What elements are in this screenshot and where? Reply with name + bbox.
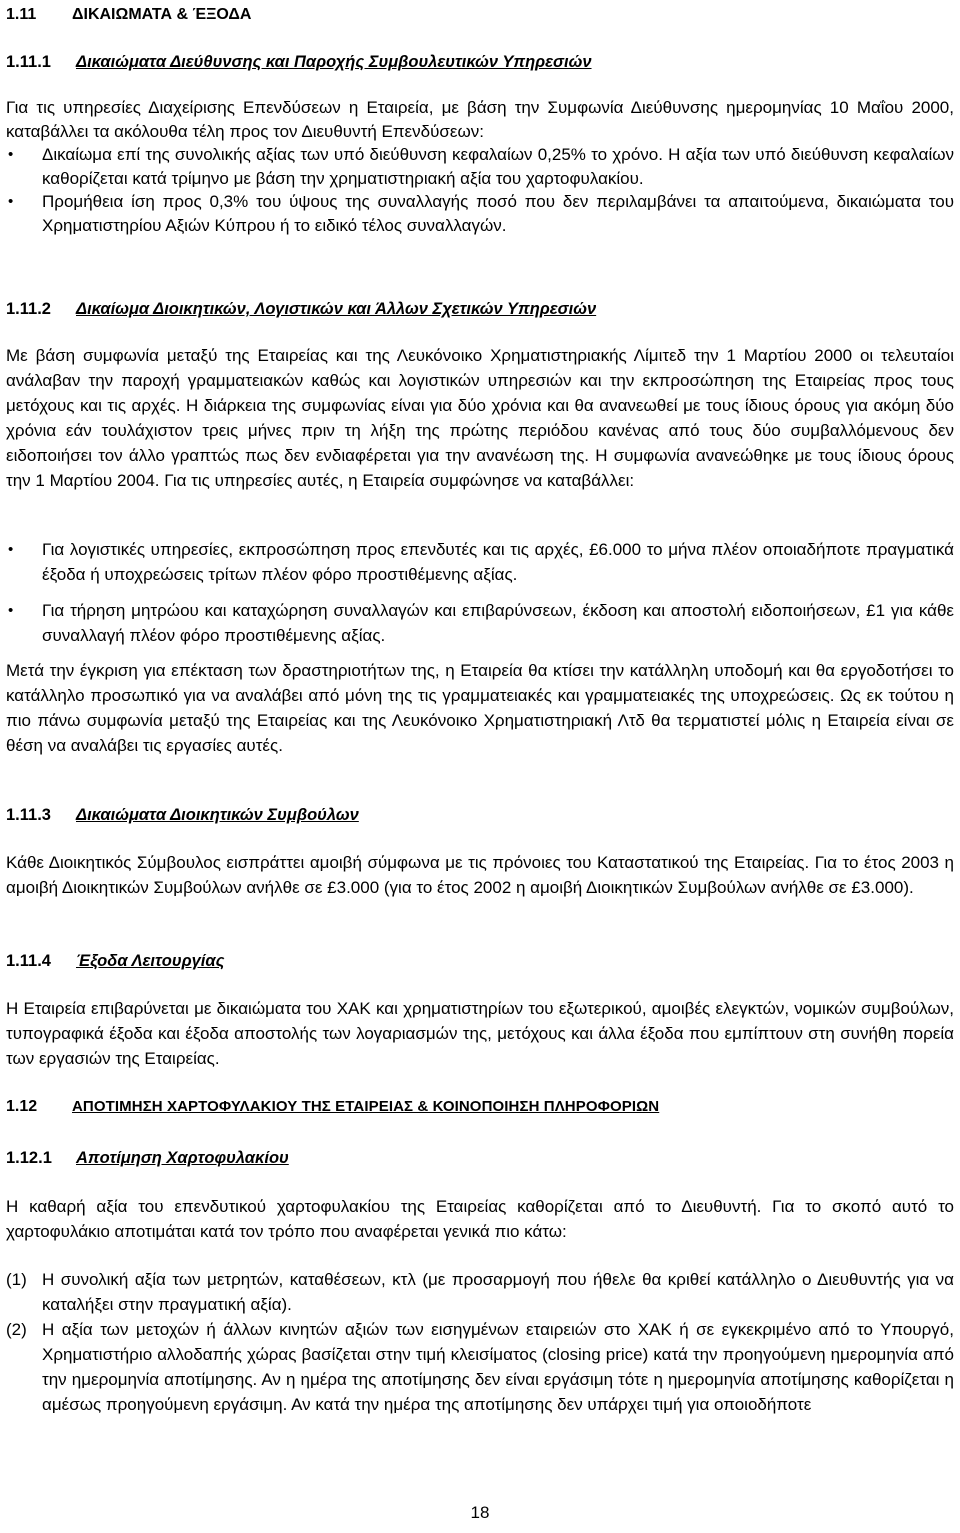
subsection-heading-1-11-2	[6, 299, 596, 319]
list-marker: (1)	[6, 1270, 27, 1289]
paragraph: Κάθε Διοικητικός Σύμβουλος εισπράττει αμοιβή σύμφωνα με τις πρόνοιες του Καταστατικού της Εταιρείας. Για το έτος 2003 η αμοιβή Διοικητικών Συμβούλων ανήλθε σε £3.000 (για το έτος 2002 η αμοιβή Διοικητικών Συμβούλων ανήλθε σε £3.000).	[6, 853, 954, 897]
list-item: • Δικαίωμα επί της συνολικής αξίας των υπό διεύθυνση κεφαλαίων 0,25% το χρόνο. Η αξία των υπό διεύθυνση κεφαλαίων καθορίζεται κατά τρίμηνο με βάση την χρηματιστηριακή αξία του χαρτοφυλακίου.	[6, 143, 954, 190]
subsection-number: 1.11.4	[6, 952, 51, 970]
subsection-title: Δικαίωμα Διοικητικών, Λογιστικών και Άλλων Σχετικών Υπηρεσιών	[76, 300, 597, 318]
paragraph: Με βάση συμφωνία μεταξύ της Εταιρείας και της Λευκόνοικο Χρηματιστηριακής Λίμιτεδ την 1 Μαρτίου 2000 οι τελευταίοι ανάλαβαν την παροχή γραμματειακών καθώς και λογιστικών υπηρεσιών και την εκπροσώπηση της Εταιρείας προς τους μετόχους και τις αρχές. Η διάρκεια της συμφωνίας είναι για δύο χρόνια και θα ανανεωθεί με τους ίδιους όρους για ακόμη δύο χρόνια εάν τουλάχιστον τρεις μήνες πριν τη λήξη της πρώτης περιόδου κανένας από τους δύο συμβαλλόμενους δεν ειδοποιήσει τον άλλο γραπτώς πως δεν ενδιαφέρεται για την ανανέωση της. Η συμφωνία ανανεώθηκε με τους ίδιους όρους την 1 Μαρτίου 2004. Για τις υπηρεσίες αυτές, η Εταιρεία συμφώνησε να καταβάλλει:	[6, 346, 954, 490]
paragraph: Η καθαρή αξία του επενδυτικού χαρτοφυλακίου της Εταιρείας καθορίζεται από το Διευθυντή. Για το σκοπό αυτό το χαρτοφυλάκιο αποτιμάται κατά τον τρόπο που αναφέρεται γενικά πιο κάτω:	[6, 1197, 954, 1241]
subsection-number: 1.11.3	[6, 806, 51, 824]
subsection-title: Δικαιώματα Διοικητικών Συμβούλων	[76, 806, 359, 824]
subsection-number: 1.11.2	[6, 300, 51, 318]
bullet-list	[6, 143, 954, 237]
list-item	[6, 1267, 954, 1317]
subsection-number: 1.11.1	[6, 53, 51, 71]
subsection-title: Έξοδα Λειτουργίας	[76, 952, 225, 970]
numbered-list	[6, 1267, 954, 1417]
paragraph: Η Εταιρεία επιβαρύνεται με δικαιώματα του ΧΑΚ και χρηματιστηρίων του εξωτερικού, αμοιβές ελεγκτών, νομικών συμβούλων, τυπογραφικά έξοδα και έξοδα αποστολής των λογαριασμών της, μετόχους και άλλα έξοδα που εμπίπτουν στη συνήθη πορεία των εργασιών της Εταιρείας.	[6, 999, 954, 1068]
section-heading-1-12	[6, 1097, 659, 1117]
list-item: • Για τήρηση μητρώου και καταχώρηση συναλλαγών και επιβαρύνσεων, έκδοση και αποστολή ειδοποιήσεων, £1 για κάθε συναλλαγή πλέον φόρο προστιθέμενης αξίας.	[6, 598, 954, 648]
section-title: ΑΠΟΤΙΜΗΣΗ ΧΑΡΤΟΦΥΛΑΚΙΟΥ ΤΗΣ ΕΤΑΙΡΕΙΑΣ & ΚΟΙΝΟΠΟΙΗΣΗ ΠΛΗΡΟΦΟΡΙΩΝ	[72, 1098, 660, 1115]
section-number: 1.12	[6, 1098, 38, 1115]
list-item-text: Η συνολική αξία των μετρητών, καταθέσεων, κτλ (με προσαρμογή που ήθελε θα κριθεί κατάλληλο ο Διευθυντής για να καταλήξει στην πραγματική αξία).	[42, 1270, 954, 1314]
subsection-title: Δικαιώματα Διεύθυνσης και Παροχής Συμβουλευτικών Υπηρεσιών	[76, 53, 592, 71]
paragraph: Για τις υπηρεσίες Διαχείρισης Επενδύσεων η Εταιρεία, με βάση την Συμφωνία Διεύθυνσης ημερομηνίας 10 Μαΐου 2000, καταβάλλει τα ακόλουθα τέλη προς τον Διευθυντή Επενδύσεων:	[6, 98, 954, 141]
page-number: 18	[470, 1503, 490, 1522]
subsection-number: 1.12.1	[6, 1149, 52, 1167]
list-item-text: Η αξία των μετοχών ή άλλων κινητών αξιών των εισηγμένων εταιρειών στο ΧΑΚ ή σε εγκεκριμένο από το Υπουργό, Χρηματιστήριο αλλοδαπής χώρας βασίζεται στην τιμή κλεισίματος (closing price) κατά την προηγούμενη ημερομηνία από την ημερομηνία αποτίμησης. Αν η ημέρα της αποτίμησης δεν είναι εργάσιμη τότε η ημερομηνία αποτίμησης καθορίζεται η αμέσως προηγούμενη εργάσιμη. Αν κατά την ημέρα της αποτίμησης δεν υπάρχει τιμή για οποιοδήποτε	[42, 1320, 954, 1414]
section-title: ΔΙΚΑΙΩΜΑΤΑ & ΈΞΟΔΑ	[72, 6, 252, 23]
section-heading-1-11	[6, 6, 251, 24]
section-number: 1.11	[6, 6, 37, 23]
paragraph: Μετά την έγκριση για επέκταση των δραστηριοτήτων της, η Εταιρεία θα κτίσει την κατάλληλη υποδομή και θα εργοδοτήσει το κατάλληλο προσωπικό για να αναλάβει από μόνη της τις γραμματειακές και γραμματειακές της υποχρεώσεις. Ως εκ τούτου η πιο πάνω συμφωνία μεταξύ της Εταιρείας και της Λευκόνοικο Χρηματιστηριακή Λτδ θα τερματιστεί μόλις η Εταιρεία είναι σε θέση να αναλάβει τις εργασίες αυτές.	[6, 661, 954, 755]
subsection-heading-1-11-4	[6, 951, 224, 971]
subsection-heading-1-11-1	[6, 52, 592, 72]
list-item	[6, 1317, 954, 1417]
subsection-heading-1-12-1	[6, 1148, 289, 1168]
list-marker: (2)	[6, 1320, 27, 1339]
subsection-heading-1-11-3	[6, 805, 359, 825]
list-item: • Για λογιστικές υπηρεσίες, εκπροσώπηση προς επενδυτές και τις αρχές, £6.000 το μήνα πλέον οποιαδήποτε πραγματικά έξοδα ή υποχρεώσεις τρίτων πλέον φόρο προστιθέμενης αξίας.	[6, 537, 954, 587]
subsection-title: Αποτίμηση Χαρτοφυλακίου	[76, 1149, 289, 1167]
bullet-list	[6, 537, 954, 659]
list-item: • Προμήθεια ίση προς 0,3% του ύψους της συναλλαγής ποσό που δεν περιλαμβάνει τα απαιτούμενα, δικαιώματα του Χρηματιστηρίου Αξιών Κύπρου ή το ειδικό τέλος συναλλαγών.	[6, 190, 954, 237]
